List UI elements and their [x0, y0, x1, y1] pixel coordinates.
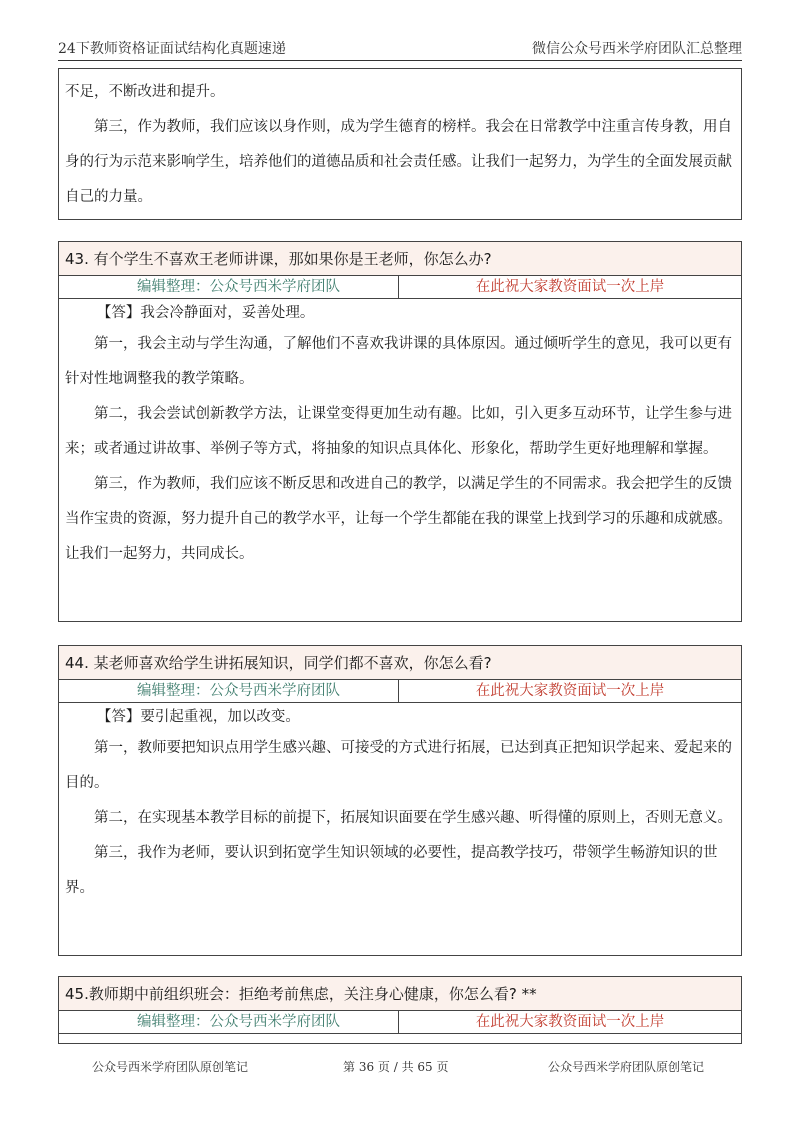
answer-block — [59, 299, 741, 572]
answer-paragraph: 第三，我作为老师，要认识到拓宽学生知识领域的必要性，提高教学技巧，带领学生畅游知识的世界。 — [65, 845, 718, 896]
answer-block — [59, 703, 741, 906]
editor-credit: 编辑整理：公众号西米学府团队 — [59, 680, 399, 702]
header-left-title: 24下教师资格证面试结构化真题速递 — [58, 41, 286, 57]
credit-row — [59, 276, 741, 299]
answer-paragraph: 第二，我会尝试创新教学方法，让课堂变得更加生动有趣。比如，引入更多互动环节，让学生参与进来；或者通过讲故事、举例子等方式，将抽象的知识点具体化、形象化，帮助学生更好地理解和掌握。 — [65, 406, 732, 457]
footer-left: 公众号西米学府团队原创笔记 — [92, 1060, 249, 1074]
credit-row — [59, 680, 741, 703]
continuation-line: 不足，不断改进和提升。 — [65, 84, 225, 100]
question-title: 43. 有个学生不喜欢王老师讲课，那如果你是王老师，你怎么办? — [59, 242, 741, 276]
page-header — [58, 34, 742, 61]
continuation-box — [58, 68, 742, 220]
answer-paragraph: 第二，在实现基本教学目标的前提下，拓展知识面要在学生感兴趣、听得懂的原则上，否则无意义。 — [94, 810, 732, 826]
header-right-title: 微信公众号西米学府团队汇总整理 — [532, 41, 742, 57]
answer-paragraph: 第一，我会主动与学生沟通，了解他们不喜欢我讲课的具体原因。通过倾听学生的意见，我可以更有针对性地调整我的教学策略。 — [65, 336, 732, 387]
wish-credit: 在此祝大家教资面试一次上岸 — [475, 279, 665, 295]
continuation-paragraph: 第三，作为教师，我们应该以身作则，成为学生德育的榜样。我会在日常教学中注重言传身教，用自身的行为示范来影响学生，培养他们的道德品质和社会责任感。让我们一起努力，为学生的全面发展贡献自己的力量。 — [65, 119, 732, 205]
wish-credit: 在此祝大家教资面试一次上岸 — [475, 1014, 665, 1030]
question-43-box — [58, 241, 742, 622]
question-45-box — [58, 976, 742, 1044]
footer-right: 公众号西米学府团队原创笔记 — [548, 1060, 705, 1074]
editor-credit: 编辑整理：公众号西米学府团队 — [59, 276, 399, 298]
question-44-box — [58, 645, 742, 956]
answer-paragraph: 第三，作为教师，我们应该不断反思和改进自己的教学，以满足学生的不同需求。我会把学生的反馈当作宝贵的资源，努力提升自己的教学水平，让每一个学生都能在我的课堂上找到学习的乐趣和成就感。让我们一起努力，共同成长。 — [65, 476, 732, 562]
editor-credit: 编辑整理：公众号西米学府团队 — [59, 1011, 399, 1033]
page-number: 第 36 页 / 共 65 页 — [343, 1060, 449, 1074]
answer-paragraph: 第一，教师要把知识点用学生感兴趣、可接受的方式进行拓展，已达到真正把知识学起来、爱起来的目的。 — [65, 740, 732, 791]
answer-lead: 【答】要引起重视，加以改变。 — [96, 709, 300, 725]
question-title: 45.教师期中前组织班会：拒绝考前焦虑，关注身心健康，你怎么看? ** — [59, 977, 741, 1011]
question-title: 44. 某老师喜欢给学生讲拓展知识，同学们都不喜欢，你怎么看? — [59, 646, 741, 680]
credit-row — [59, 1011, 741, 1034]
answer-lead: 【答】我会冷静面对，妥善处理。 — [96, 305, 315, 321]
wish-credit: 在此祝大家教资面试一次上岸 — [475, 683, 665, 699]
